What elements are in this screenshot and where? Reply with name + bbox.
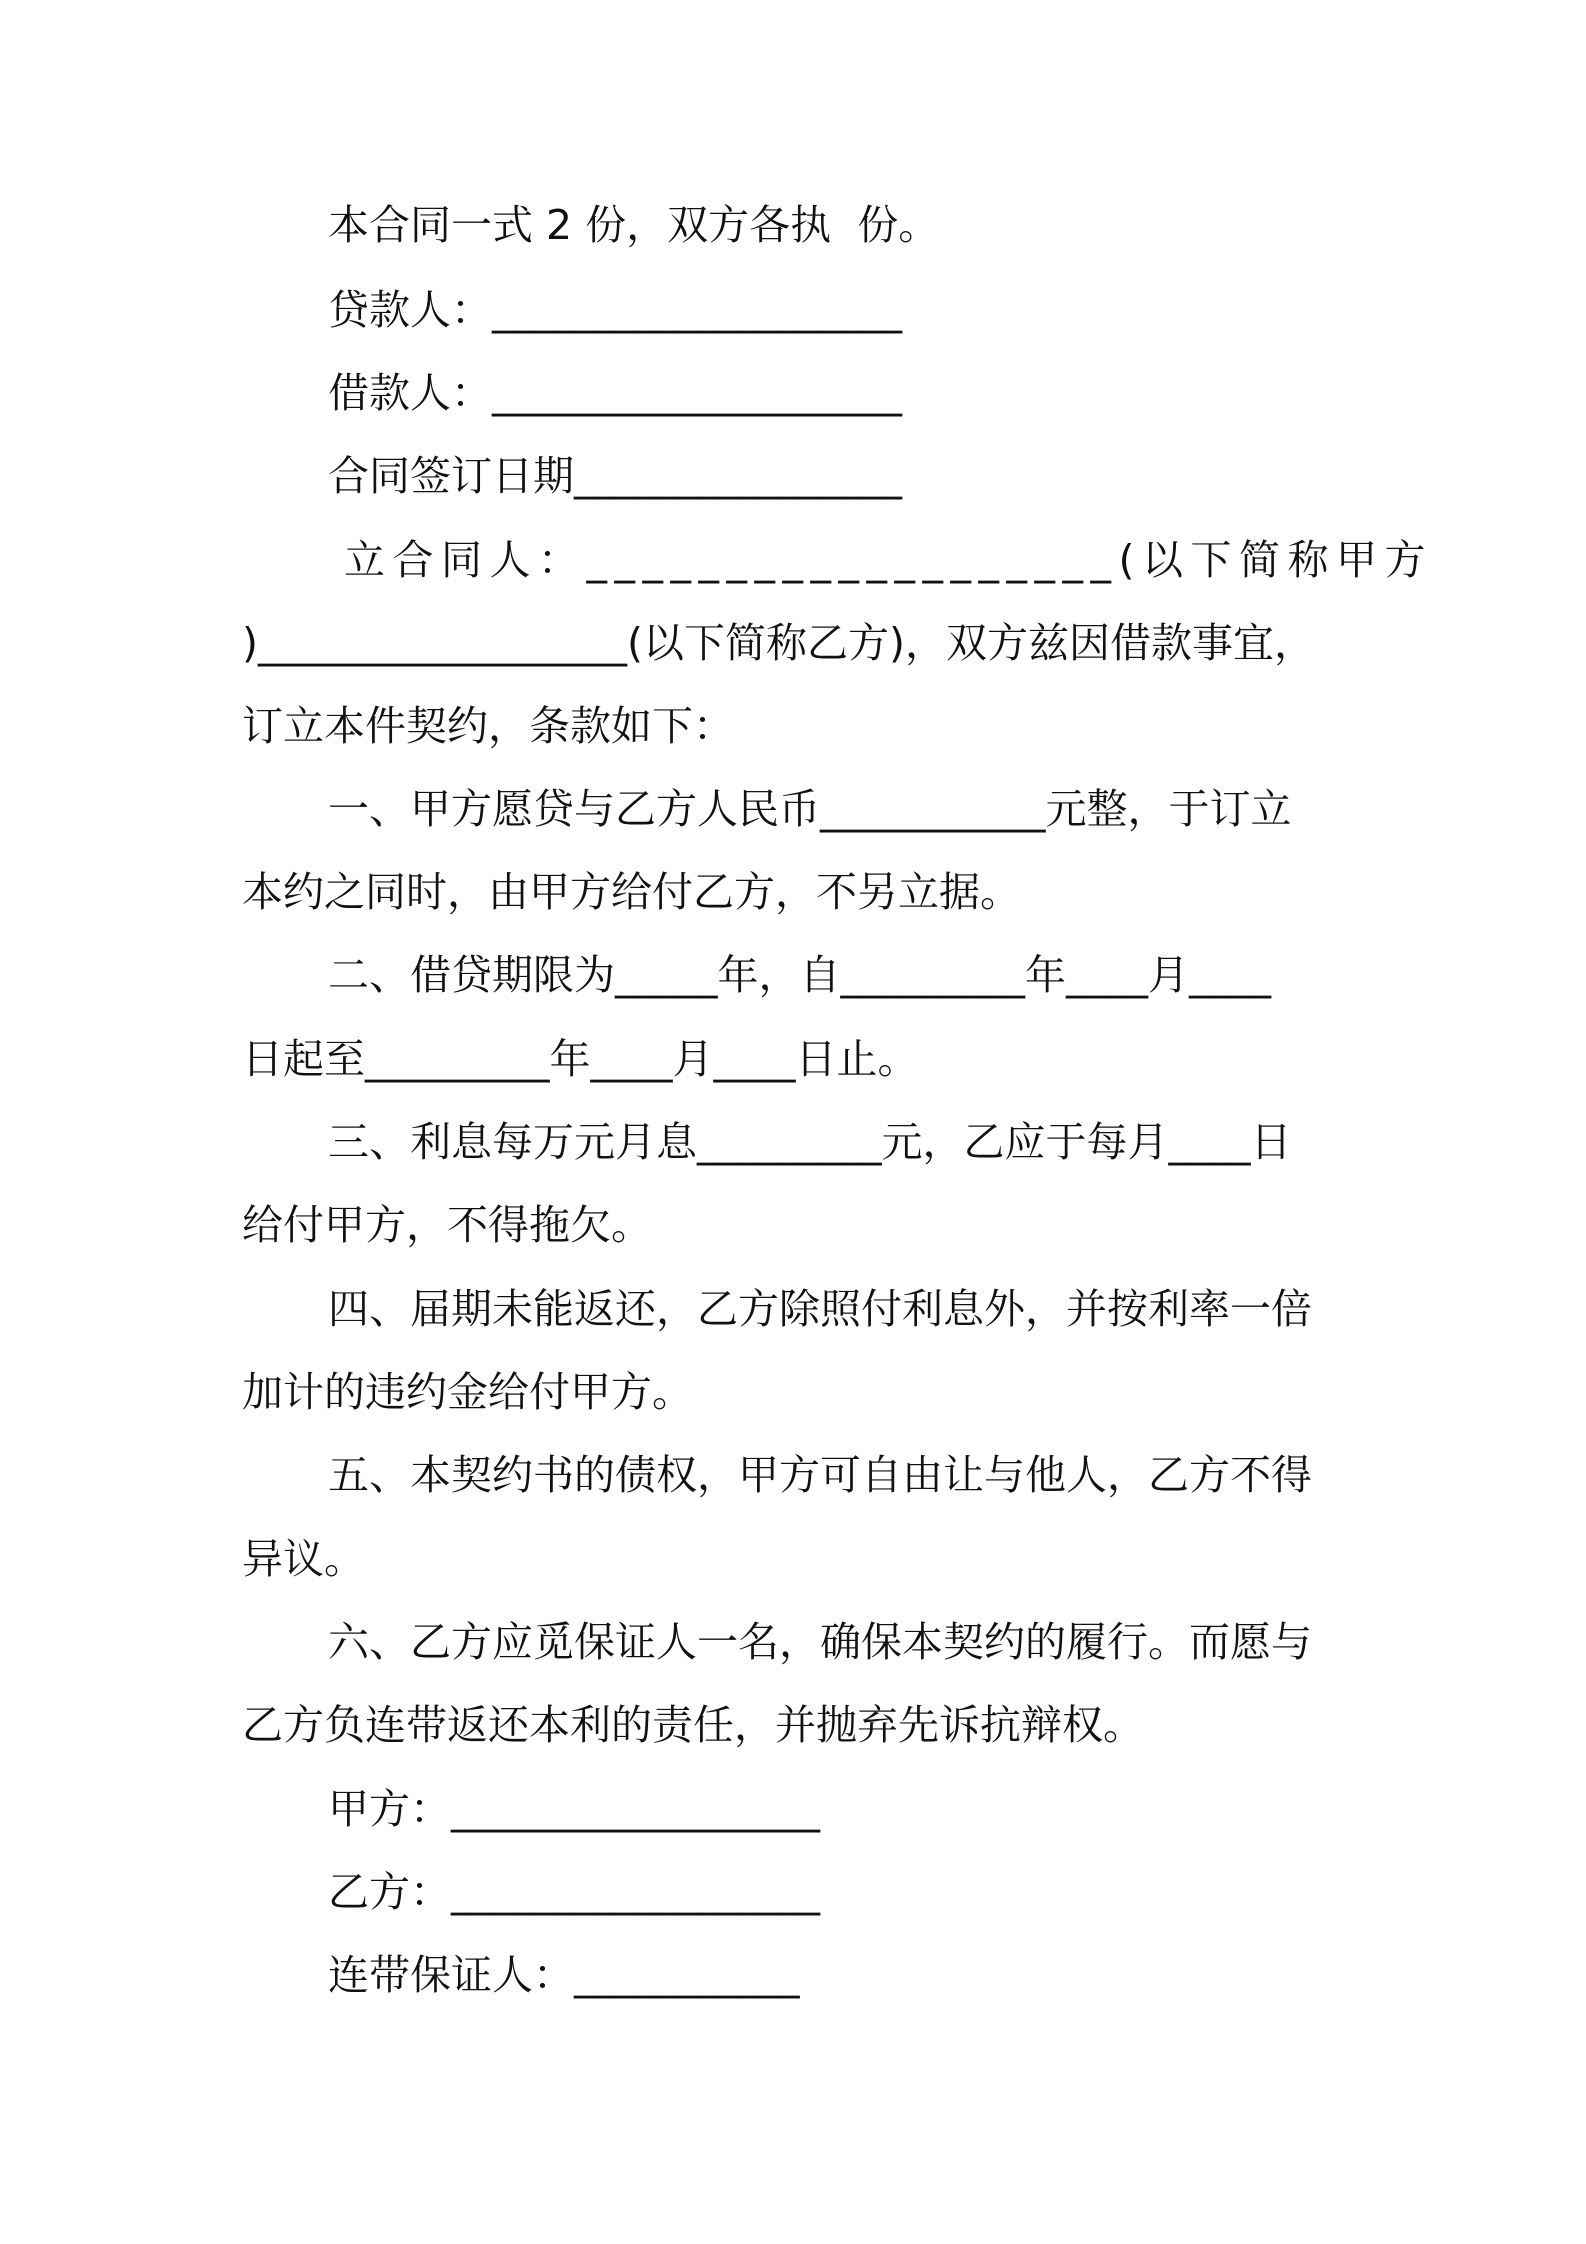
clause-5-line-2: 异议。 [242, 1535, 365, 1583]
party-b-signature-line: 乙方：__________________ [328, 1868, 820, 1916]
party-a-signature-line: 甲方：__________________ [328, 1785, 820, 1833]
signing-date-line: 合同签订日期________________ [328, 452, 902, 500]
clause-1-line-2: 本约之同时，由甲方给付乙方，不另立据。 [242, 868, 1021, 916]
clause-3-line-1: 三、利息每万元月息_________元，乙应于每月____日 [328, 1118, 1292, 1166]
clause-2-line-2: 日起至_________年____月____日止。 [242, 1035, 919, 1083]
borrower-signature-line: 借款人：____________________ [328, 369, 902, 417]
parties-intro-line-2: )__________________(以下简称乙方)，双方兹因借款事宜， [242, 619, 1315, 667]
clause-4-line-2: 加计的违约金给付甲方。 [242, 1368, 693, 1416]
parties-intro-line-1: 立合同人：___________________(以下简称甲方 [344, 536, 1433, 584]
clause-3-line-2: 给付甲方，不得拖欠。 [242, 1201, 652, 1249]
clause-5-line-1: 五、本契约书的债权，甲方可自由让与他人，乙方不得 [328, 1451, 1312, 1499]
guarantor-signature-line: 连带保证人：___________ [328, 1951, 800, 1999]
lender-signature-line: 贷款人：____________________ [328, 286, 902, 334]
copies-clause: 本合同一式 2 份，双方各执 份。 [328, 201, 940, 249]
parties-intro-line-3: 订立本件契约，条款如下： [242, 702, 734, 750]
clause-2-line-1: 二、借贷期限为_____年，自_________年____月____ [328, 951, 1271, 999]
clause-6-line-1: 六、乙方应觅保证人一名，确保本契约的履行。而愿与 [328, 1618, 1312, 1666]
clause-6-line-2: 乙方负连带返还本利的责任，并抛弃先诉抗辩权。 [242, 1701, 1144, 1749]
clause-4-line-1: 四、届期未能返还，乙方除照付利息外，并按利率一倍 [328, 1285, 1312, 1333]
clause-1-line-1: 一、甲方愿贷与乙方人民币___________元整，于订立 [328, 785, 1292, 833]
